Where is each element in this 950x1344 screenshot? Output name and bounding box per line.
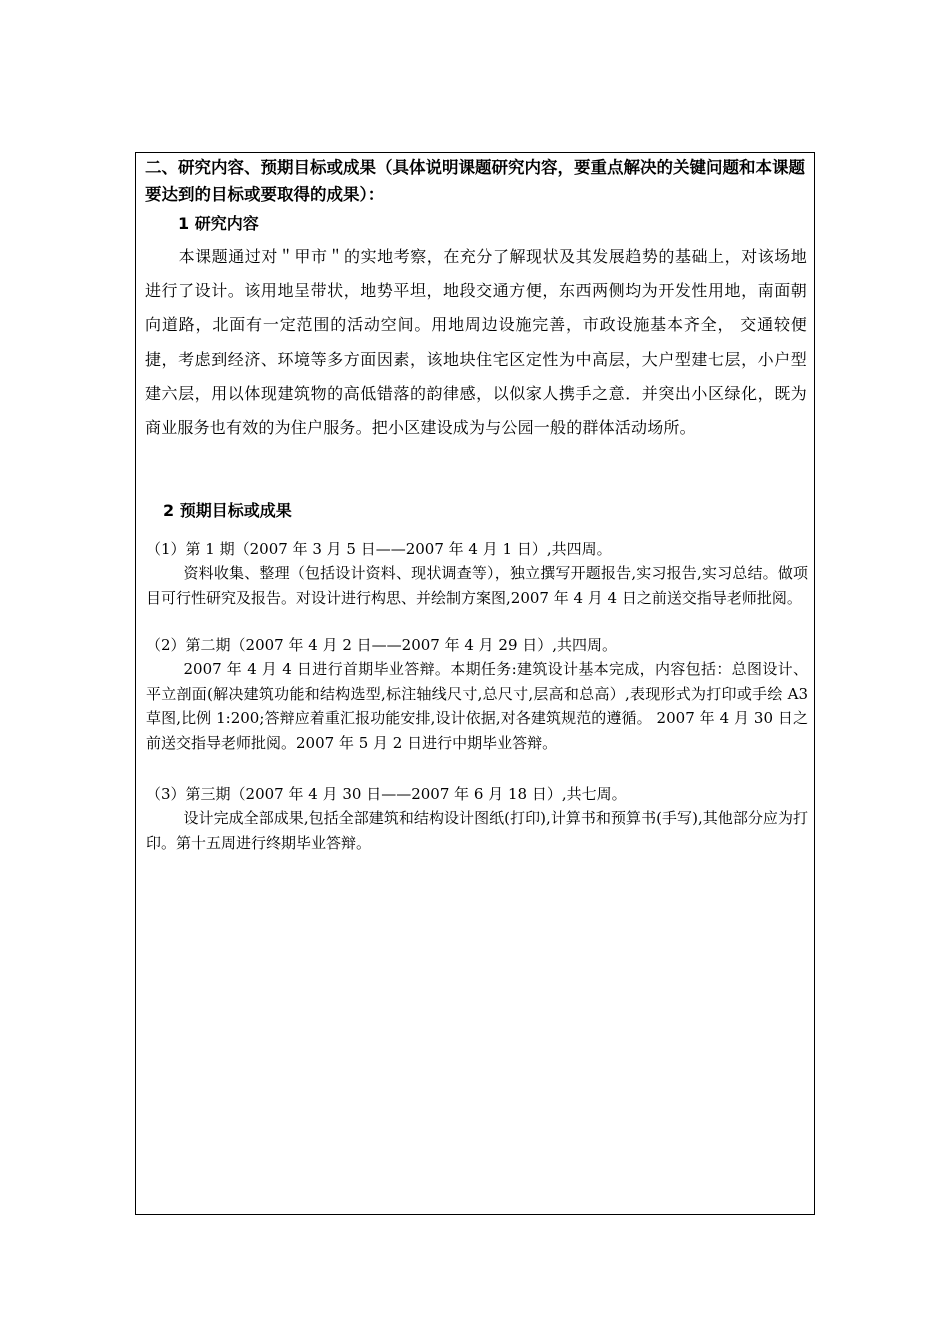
- phase-2-header: （2）第二期（2007 年 4 月 2 日——2007 年 4 月 29 日）,共四周。: [146, 636, 618, 654]
- expected-goals-title: 2 预期目标或成果: [163, 501, 292, 520]
- phase-3-text: 设计完成全部成果,包括全部建筑和结构设计图纸(打印),计算书和预算书(手写),其他部分应为打印。第十五周进行终期毕业答辩。: [146, 809, 808, 852]
- research-content-text: 本课题通过对＂甲市＂的实地考察，在充分了解现状及其发展趋势的基础上，对该场地进行了设计。该用地呈带状，地势平坦，地段交通方便，东西两侧均为开发性用地，南面朝向道路，北面有一定范围的活动空间。用地周边设施完善，市政设施基本齐全， 交通较便捷，考虑到经济、环境等多方面因素，该地块住宅区定性为中高层，大户型建七层，小户型建六层，用以体现建筑物的高低错落的韵律感，以似家人携手之意．并突出小区绿化，既为商业服务也有效的为住户服务。把小区建设成为与公园一般的群体活动场所。: [145, 247, 807, 438]
- research-content-title: 1 研究内容: [178, 214, 259, 233]
- phase-2-text: 2007 年 4 月 4 日进行首期毕业答辩。本期任务:建筑设计基本完成，内容包括：总图设计、平立剖面(解决建筑功能和结构选型,标注轴线尺寸,总尺寸,层高和总高）,表现形式为打印或手绘 A3 草图,比例 1:200;答辩应着重汇报功能安排,设计依据,对各建筑规范的遵循。 2007 年 4 月 30 日之前送交指导老师批阅。2007 年 5 月 2 日进行中期毕业答辩。: [146, 660, 808, 752]
- phase-3-header: （3）第三期（2007 年 4 月 30 日——2007 年 6 月 18 日）,共七周。: [146, 785, 627, 803]
- phase-1-text: 资料收集、整理（包括设计资料、现状调查等），独立撰写开题报告,实习报告,实习总结。做项目可行性研究及报告。对设计进行构思、并绘制方案图,2007 年 4 月 4 日之前送交指导老师批阅。: [146, 564, 808, 607]
- phase-1-header: （1）第 1 期（2007 年 3 月 5 日——2007 年 4 月 1 日）,共四周。: [146, 540, 612, 558]
- section-heading: 二、研究内容、预期目标或成果（具体说明课题研究内容，要重点解决的关键问题和本课题要达到的目标或要取得的成果）：: [145, 158, 805, 204]
